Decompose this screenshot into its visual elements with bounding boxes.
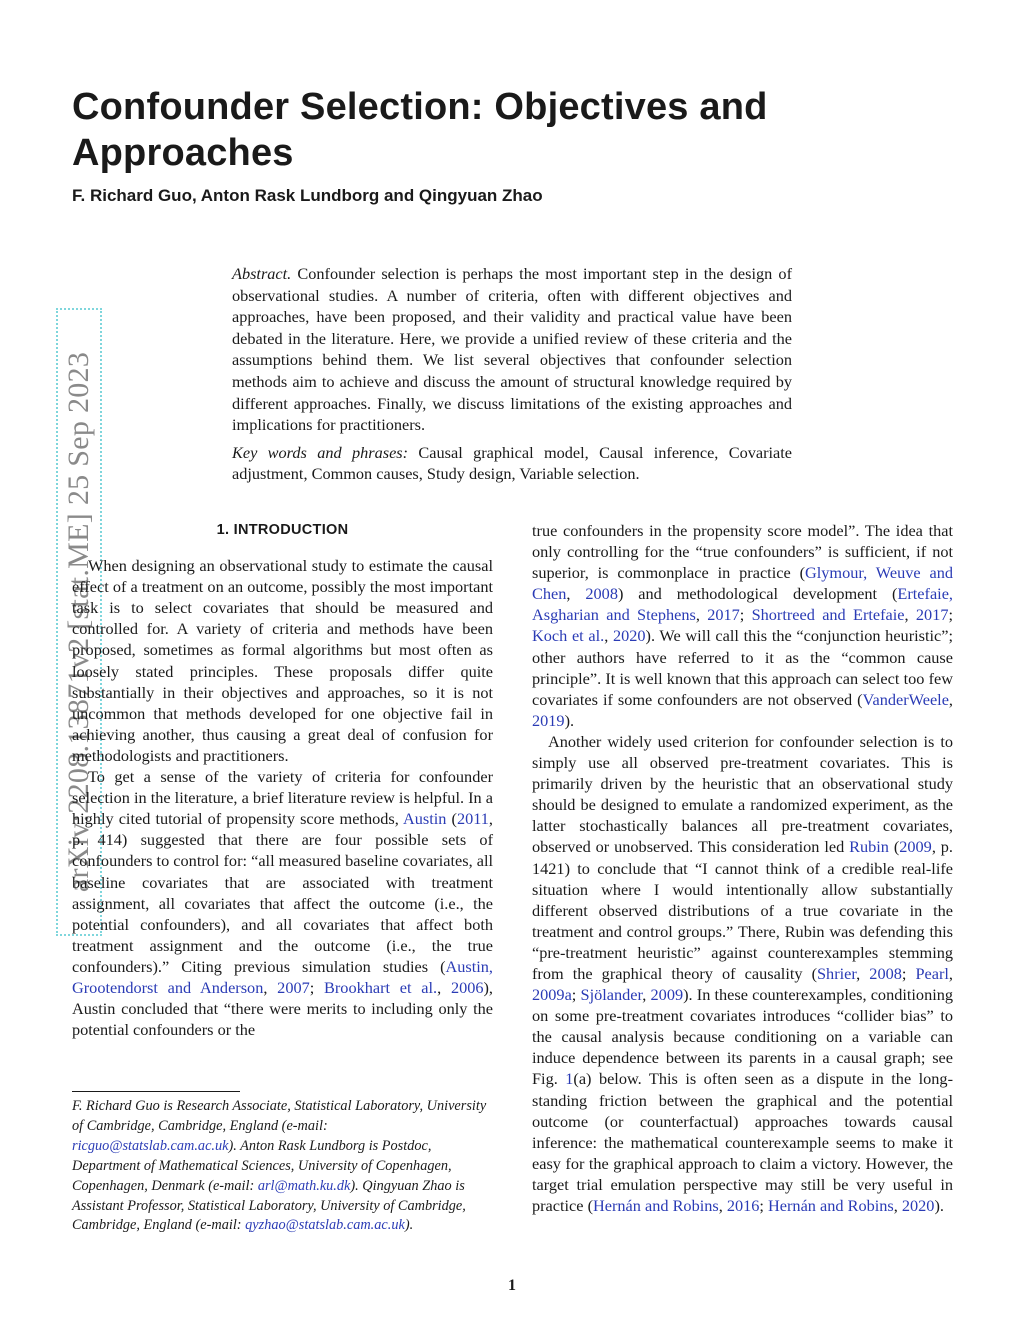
paper-title: Confounder Selection: Objectives and Approaches [72, 86, 768, 174]
text-run: ). In these counterexamples, conditioning on some pre-treatment covariates introduces “collider bias” to the causal analysis because conditioning on a variable can induce dependence between its parents in a causal graph; see Fig. [532, 985, 954, 1089]
citation-link[interactable]: 1 [565, 1069, 574, 1089]
text-run: , p. 1421) to conclude that “I cannot think of a credible real-life situation where I would intentionally allow substantially different observed distributions of a true covariate in the treatment and control groups.” There, Rubin was defending this “pre-treatment heuristic” against counterexamples stemming from the graphical theory of causality ( [532, 837, 953, 983]
text-run: ; [948, 605, 953, 625]
citation-link[interactable]: 2020 [901, 1196, 935, 1215]
citation-link[interactable]: Austin, Grootendorst and Anderson [72, 956, 493, 997]
abstract-paragraph [232, 263, 792, 436]
arxiv-identifier-stamp[interactable]: arXiv:2208.13871v2 [stat.ME] 25 Sep 2023 [56, 308, 102, 936]
citation-link[interactable]: Austin [402, 809, 447, 829]
text-run: F. Richard Guo is Research Associate, Statistical Laboratory, University of Cambridge, Cambridge, England (e-mail: [72, 1098, 487, 1134]
text-run: ; [759, 1196, 769, 1215]
footnote-divider [72, 1091, 240, 1092]
citation-link[interactable]: 2006 [450, 977, 484, 997]
text-run: ). [404, 1217, 414, 1234]
text-run: (a) below. This is often seen as a dispute in the long-standing friction between the graphical and the potential outcome (or counterfactual) approaches towards causal inference: the mathematical counterexample seems to make it easy for the graphical approach to claim a victory. However, the target trial emulation perspective may still be very useful in practice ( [532, 1069, 953, 1215]
citation-link[interactable]: Rubin [849, 837, 889, 857]
citation-link[interactable]: arl@math.ku.dk [257, 1177, 351, 1194]
text-run: , [437, 977, 451, 997]
text-run: , [856, 963, 870, 983]
citation-link[interactable]: 2007 [277, 977, 310, 997]
keywords-text: Causal graphical model, Causal inference, Covariate adjustment, Common causes, Study design, Variable selection. [232, 442, 793, 484]
author-footnote [72, 1097, 493, 1236]
citation-link[interactable]: Brookhart et al. [324, 977, 438, 997]
citation-link[interactable]: Glymour, Weuve and Chen [532, 563, 953, 604]
citation-link[interactable]: Pearl [915, 963, 949, 983]
page-number: 1 [508, 1277, 516, 1294]
body-paragraph [532, 520, 953, 731]
text-run: ) and methodological development ( [617, 584, 898, 604]
text-run: , [718, 1196, 727, 1215]
author-list: F. Richard Guo, Anton Rask Lundborg and Qingyuan Zhao [72, 186, 543, 205]
abstract-text: Confounder selection is perhaps the most important step in the design of observational studies. A number of criteria, often with different objectives and approaches, have been proposed, and their validity and practical value have been debated in the literature. Here, we provide a unified review of these criteria and the assumptions behind them. We list several objectives that confounder selection methods aim to achieve and discuss the amount of structural knowledge required by different approaches. Finally, we discuss limitations of the existing approaches and implications for practitioners. [232, 264, 792, 435]
citation-link[interactable]: 2008 [585, 584, 618, 604]
text-run: ( [888, 837, 900, 857]
text-run: , [263, 977, 278, 997]
text-run: , [642, 985, 651, 1005]
right-column [532, 520, 953, 1216]
text-run: , [566, 584, 586, 604]
citation-link[interactable]: Ertefaie, Asgharian and Stephens [532, 584, 954, 625]
text-run: , [948, 689, 953, 709]
left-column [72, 520, 493, 1040]
citation-link[interactable]: 2017 [915, 605, 949, 625]
text-run: true confounders in the propensity score model”. The idea that only controlling for the “true confounders” is sufficient, if not superior, is commonplace in practice ( [532, 521, 953, 583]
abstract [232, 263, 792, 485]
citation-link[interactable]: 2008 [869, 963, 902, 983]
text-run: , [893, 1196, 902, 1215]
text-run: ; [901, 963, 916, 983]
citation-link[interactable]: 2016 [726, 1196, 760, 1215]
right-column-body [532, 520, 953, 1216]
keywords-paragraph [232, 442, 792, 485]
text-run: ; [739, 605, 752, 625]
text-run: When designing an observational study to estimate the causal effect of a treatment on an outcome, possibly the most important task is to select covariates that should be measured and controlled for. A variety of criteria and methods have been proposed, sometimes as formal algorithms but most often as loosely stated principles. These proposals differ quite substantially in their objectives and approaches, so it is not uncommon that methods developed for one objective fail in achieving another, thus causing a great deal of confusion for methodologists and practitioners. [72, 556, 493, 765]
citation-link[interactable]: 2009 [899, 837, 932, 857]
section-heading: 1. INTRODUCTION [216, 522, 349, 538]
text-run: ), Austin concluded that “there were merits to including only the potential confounders or the [72, 977, 493, 1040]
text-run: ( [446, 809, 457, 829]
citation-link[interactable]: 2017 [707, 605, 740, 625]
text-run: Another widely used criterion for confounder selection is to simply use all observed pre-treatment covariates. This is primarily driven by the heuristic that an observational study should be designed to emulate a randomized experiment, as the latter stochastically balances all pre-treatment covariates, observed or unobserved. This consideration led [532, 731, 953, 857]
citation-link[interactable]: Shortreed and Ertefaie [751, 605, 905, 625]
text-run: ; [571, 985, 581, 1005]
citation-link[interactable]: Sjölander [580, 985, 643, 1005]
citation-link[interactable]: 2020 [612, 626, 646, 646]
citation-link[interactable]: ricguo@statslab.cam.ac.uk [72, 1137, 229, 1154]
body-paragraph [72, 766, 493, 1040]
citation-link[interactable]: VanderWeele [862, 689, 949, 709]
citation-link[interactable]: 2019 [532, 710, 565, 730]
citation-link[interactable]: qyzhao@statslab.cam.ac.uk [245, 1217, 405, 1234]
text-run: ). [564, 710, 575, 730]
text-run: , [948, 963, 953, 983]
citation-link[interactable]: Hernán and Robins [593, 1196, 719, 1215]
text-run: ). We will call this the “conjunction heuristic”; other authors have referred to it as the “common cause principle”. It is well known that this approach can select too few covariates if some confounders are not observed ( [532, 626, 953, 709]
text-run: ). Anton Rask Lundborg is Postdoc, Department of Mathematical Sciences, University of Copenhagen, Copenhagen, Denmark (e-mail: [72, 1137, 452, 1194]
text-run: To get a sense of the variety of criteria for confounder selection in the literature, a brief literature review is helpful. In a highly cited tutorial of propensity score methods, [72, 767, 493, 829]
body-paragraph [532, 731, 953, 1216]
text-run: ). Qingyuan Zhao is Assistant Professor, Statistical Laboratory, University of Cambridge, Cambridge, England (e-mail: [72, 1177, 466, 1234]
text-run: ; [309, 977, 325, 997]
abstract-label: Abstract. [232, 264, 292, 283]
left-column-body [72, 555, 493, 1040]
keywords-label: Key words and phrases: [232, 442, 409, 462]
citation-link[interactable]: 2011 [456, 809, 489, 829]
citation-link[interactable]: 2009 [650, 985, 684, 1005]
text-run: , [695, 605, 708, 625]
text-run: ). [934, 1196, 944, 1215]
citation-link[interactable]: Koch et al. [532, 626, 605, 646]
text-run: , [604, 626, 613, 646]
citation-link[interactable]: Hernán and Robins [768, 1196, 894, 1215]
body-paragraph [72, 555, 493, 766]
citation-link[interactable]: 2009a [532, 985, 572, 1005]
citation-link[interactable]: Shrier [817, 963, 857, 983]
text-run: , [904, 605, 916, 625]
text-run: , p. 414) suggested that there are four possible sets of confounders to control for: “all measured baseline covariates, all baseline covariates that are associated with treatment assignment, all covariates that affect the outcome (i.e., the potential confounders), and all covariates that affect both treatment assignment and the outcome (i.e., the true confounders).” Citing previous simulation studies ( [72, 809, 493, 976]
